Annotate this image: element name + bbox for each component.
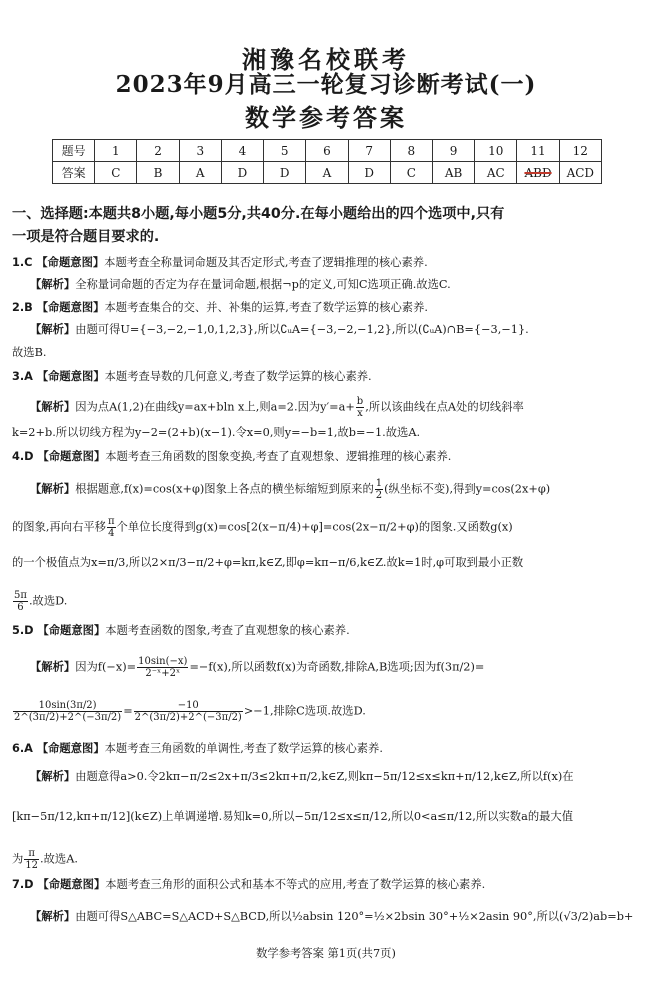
- q2-intent-text: 本题考查集合的交、并、补集的运算,考查了数学运算的核心素养.: [104, 301, 428, 314]
- q3-fraction: [356, 396, 364, 419]
- q1-analysis: [30, 278, 642, 292]
- q7-analysis-text-1: 由题可得S△ABC=S△ACD+S△BCD,所以½absin 120°=½×2bsin 30°+½×2asin 90°,所以(√3/2)ab=b+: [75, 910, 634, 923]
- q2-intent: [12, 301, 642, 315]
- answer-cell: D: [264, 162, 306, 184]
- q4-fraction-5pi-6-denominator: 6: [17, 602, 24, 613]
- q1-intent-label: 1.C 【命题意图】: [12, 256, 105, 269]
- q4-fraction-pi-4: [107, 516, 116, 539]
- q3-analysis-text-b: ,所以该曲线在点A处的切线斜率: [365, 400, 524, 414]
- q2-intent-label: 2.B 【命题意图】: [12, 301, 105, 314]
- q6-analysis-2: [kπ−5π/12,kπ+π/12](k∈Z)上单调递增.易知k=0,所以−5π/12≤x≤π/12,所以0<a≤π/12,所以实数a的最大值: [12, 810, 574, 823]
- q6-fraction-pi-12: [24, 848, 39, 871]
- q2-analysis-text: 由题可得U={−3,−2,−1,0,1,2,3},所以∁ᵤA={−3,−2,−1,2},所以(∁ᵤA)∩B={−3,−1}.: [75, 323, 529, 336]
- q3-intent-text: 本题考查导数的几何意义,考查了数学运算的核心素养.: [104, 370, 372, 383]
- answer-key-table: [52, 139, 602, 184]
- q5-fraction-value-numerator: 10sin(3π/2): [13, 700, 122, 712]
- q4-analysis-text-1a: 根据题意,f(x)=cos(x+φ)图象上各点的横坐标缩短到原来的: [75, 482, 374, 496]
- q6-intent-label: 6.A 【命题意图】: [12, 742, 105, 755]
- section-heading-line2: 一项是符合题目要求的.: [12, 229, 160, 245]
- question-number: 8: [390, 140, 432, 162]
- q5-analysis-label: 【解析】: [30, 660, 76, 674]
- question-number: 12: [559, 140, 601, 162]
- question-number: 1: [95, 140, 137, 162]
- q5-intent-text: 本题考查函数的图象,考查了直观想象的核心素养.: [105, 624, 350, 637]
- question-number: 9: [432, 140, 474, 162]
- q2-analysis: [30, 323, 642, 337]
- answer-cell: C: [390, 162, 432, 184]
- q3-intent: [12, 370, 642, 384]
- q1-analysis-label: 【解析】: [30, 278, 76, 291]
- q4-analysis-text-2b: 个单位长度得到g(x)=cos[2(x−π/4)+φ]=cos(2x−π/2+φ)的图象.又函数g(x): [116, 520, 513, 534]
- q6-analysis-text-3a: 为: [12, 852, 24, 866]
- q4-analysis-text-4b: .故选D.: [28, 594, 68, 608]
- q5-analysis-1: [30, 656, 642, 679]
- q7-intent-text: 本题考查三角形的面积公式和基本不等式的应用,考查了数学运算的核心素养.: [105, 878, 486, 891]
- q7-analysis-1: [30, 910, 642, 924]
- question-number: 5: [264, 140, 306, 162]
- q6-fraction-pi-12-numerator: π: [24, 848, 39, 860]
- question-number: 11: [517, 140, 559, 162]
- answer-row: [53, 162, 602, 184]
- q5-fraction-f-neg-x: [137, 656, 188, 679]
- q5-fraction-value: [13, 700, 122, 723]
- q3-fraction-denominator: x: [357, 408, 363, 419]
- q3-analysis-label: 【解析】: [30, 400, 76, 414]
- q5-fraction-neg-ten: [134, 700, 243, 723]
- q4-intent: [12, 450, 642, 464]
- document-title: 数学参考答案: [245, 103, 407, 132]
- question-number: 3: [179, 140, 221, 162]
- question-number: 6: [306, 140, 348, 162]
- answer-cell-struck: ABD: [517, 162, 559, 184]
- q6-intent-text: 本题考查三角函数的单调性,考查了数学运算的核心素养.: [104, 742, 383, 755]
- q4-fraction-half-denominator: 2: [375, 490, 383, 501]
- q1-intent: [12, 256, 642, 270]
- page-footer: 数学参考答案 第1页(共7页): [256, 947, 396, 960]
- question-number: 2: [137, 140, 179, 162]
- question-number: 10: [475, 140, 517, 162]
- q7-analysis-label: 【解析】: [30, 910, 76, 923]
- q3-intent-label: 3.A 【命题意图】: [12, 370, 105, 383]
- q4-intent-label: 4.D 【命题意图】: [12, 450, 106, 463]
- q4-fraction-half: [375, 478, 383, 501]
- q4-analysis-4: [12, 590, 642, 613]
- q4-fraction-half-numerator: 1: [375, 478, 383, 489]
- answer-cell: ACD: [559, 162, 601, 184]
- q4-analysis-3: 的一个极值点为x=π/3,所以2×π/3−π/2+φ=kπ,k∈Z,即φ=kπ−π/6,k∈Z.故k=1时,φ可取到最小正数: [12, 556, 524, 569]
- q4-analysis-text-1b: (纵坐标不变),得到y=cos(2x+φ): [384, 482, 551, 496]
- q5-equals: =: [123, 704, 133, 718]
- answer-cell: AC: [475, 162, 517, 184]
- exam-name-title: 2023年9月高三一轮复习诊断考试(一): [115, 71, 537, 98]
- q6-analysis-3: [12, 848, 642, 871]
- q6-analysis-label: 【解析】: [30, 770, 76, 783]
- q2-analysis-label: 【解析】: [30, 323, 76, 336]
- q3-analysis: [30, 396, 642, 419]
- answer-cell: D: [348, 162, 390, 184]
- q4-analysis-2: [12, 516, 642, 539]
- q4-fraction-5pi-6-numerator: 5π: [14, 590, 27, 601]
- section-heading-line1: 一、选择题:本题共8小题,每小题5分,共40分.在每小题给出的四个选项中,只有: [12, 206, 505, 222]
- q6-intent: [12, 742, 642, 756]
- q2-analysis-cont: 故选B.: [12, 346, 47, 359]
- answer-cell: B: [137, 162, 179, 184]
- q5-analysis-2: [12, 700, 642, 723]
- answer-cell: A: [179, 162, 221, 184]
- question-number: 7: [348, 140, 390, 162]
- q4-analysis-text-2a: 的图象,再向右平移: [12, 520, 106, 534]
- q5-fraction-f-neg-x-denominator: 2⁻ˣ+2ˣ: [145, 668, 181, 679]
- q5-fraction-f-neg-x-numerator: 10sin(−x): [138, 656, 188, 667]
- q4-fraction-5pi-6: [13, 590, 28, 613]
- q1-intent-text: 本题考查全称量词命题及其否定形式,考查了逻辑推理的核心素养.: [104, 256, 428, 269]
- q7-intent: [12, 878, 642, 892]
- q5-fraction-value-denominator: 2^(3π/2)+2^(−3π/2): [14, 712, 122, 723]
- q6-analysis-1: [30, 770, 642, 784]
- row-label-question-number: 题号: [53, 140, 95, 162]
- q6-analysis-text-1: 由题意得a>0.令2kπ−π/2≤2x+π/3≤2kπ+π/2,k∈Z,则kπ−5π/12≤x≤kπ+π/12,k∈Z,所以f(x)在: [75, 770, 574, 783]
- answer-cell: A: [306, 162, 348, 184]
- q4-analysis-1: [30, 478, 642, 501]
- row-label-answer: 答案: [53, 162, 95, 184]
- q4-analysis-label: 【解析】: [30, 482, 76, 496]
- answer-cell: AB: [432, 162, 474, 184]
- q5-intent-label: 5.D 【命题意图】: [12, 624, 106, 637]
- exam-organizer-title: 湘豫名校联考: [242, 45, 410, 74]
- q4-fraction-pi-4-numerator: π: [107, 516, 115, 527]
- answer-cell: C: [95, 162, 137, 184]
- q3-fraction-numerator: b: [356, 396, 364, 407]
- q1-analysis-text: 全称量词命题的否定为存在量词命题,根据¬p的定义,可知C选项正确.故选C.: [75, 278, 451, 291]
- q5-analysis-text-1a: 因为f(−x)=: [75, 660, 137, 674]
- q7-intent-label: 7.D 【命题意图】: [12, 878, 106, 891]
- q4-intent-text: 本题考查三角函数的图象变换,考查了直观想象、逻辑推理的核心素养.: [105, 450, 452, 463]
- question-number-row: [53, 140, 602, 162]
- q6-analysis-text-3b: .故选A.: [40, 852, 78, 866]
- q5-fraction-neg-ten-numerator: −10: [134, 700, 243, 712]
- q5-analysis-text-2b: >−1,排除C选项.故选D.: [243, 704, 366, 718]
- q3-analysis-text-a: 因为点A(1,2)在曲线y=ax+bln x上,则a=2.因为y′=a+: [75, 400, 355, 414]
- q5-analysis-text-1b: =−f(x),所以函数f(x)为奇函数,排除A,B选项;因为f(3π/2)=: [189, 660, 485, 674]
- q5-intent: [12, 624, 642, 638]
- q4-fraction-pi-4-denominator: 4: [108, 528, 115, 539]
- q3-analysis-cont: k=2+b.所以切线方程为y−2=(2+b)(x−1).令x=0,则y=−b=1,故b=−1.故选A.: [12, 426, 421, 439]
- question-number: 4: [221, 140, 263, 162]
- q6-fraction-pi-12-denominator: 12: [25, 860, 39, 871]
- q5-fraction-neg-ten-denominator: 2^(3π/2)+2^(−3π/2): [134, 712, 242, 723]
- answer-cell: D: [221, 162, 263, 184]
